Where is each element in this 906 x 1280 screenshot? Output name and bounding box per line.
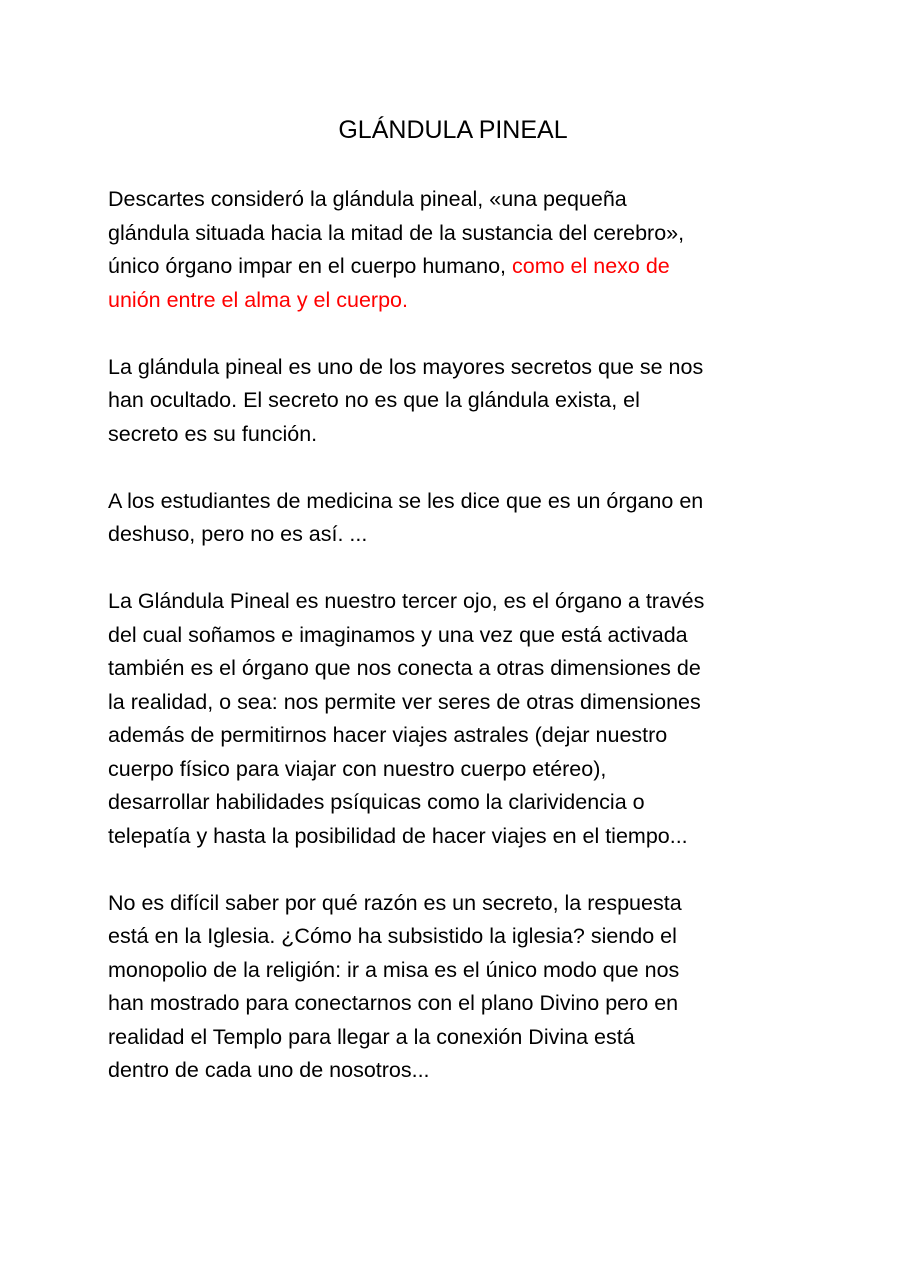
text-line-start: único órgano impar en el cuerpo humano, <box>108 254 512 278</box>
paragraph-1 <box>108 183 808 317</box>
text-line: realidad el Templo para llegar a la conexión Divina está <box>108 1024 635 1049</box>
text-line: cuerpo físico para viajar con nuestro cuerpo etéreo), <box>108 756 607 781</box>
paragraph-3 <box>108 485 808 552</box>
text-line: del cual soñamos e imaginamos y una vez que está activada <box>108 622 688 647</box>
text-line: La glándula pineal es uno de los mayores secretos que se nos <box>108 354 704 379</box>
text-line: glándula situada hacia la mitad de la sustancia del cerebro», <box>108 220 685 245</box>
text-line: han ocultado. El secreto no es que la glándula exista, el <box>108 388 640 412</box>
text-line: Descartes consideró la glándula pineal, «una pequeña <box>108 187 627 211</box>
paragraph-5 <box>108 887 808 1088</box>
highlighted-text-line: unión entre el alma y el cuerpo. <box>108 287 408 312</box>
text-line: A los estudiantes de medicina se les dice que es un órgano en <box>108 488 704 513</box>
paragraph-4 <box>108 585 808 853</box>
paragraph-2 <box>108 351 808 452</box>
text-line: también es el órgano que nos conecta a otras dimensiones de <box>108 656 701 680</box>
text-line: No es difícil saber por qué razón es un secreto, la respuesta <box>108 890 682 915</box>
text-line: La Glándula Pineal es nuestro tercer ojo, es el órgano a través <box>108 589 705 613</box>
document-body <box>108 183 808 1121</box>
text-line: secreto es su función. <box>108 421 318 446</box>
text-line: además de permitirnos hacer viajes astrales (dejar nuestro <box>108 723 668 747</box>
text-line: han mostrado para conectarnos con el plano Divino pero en <box>108 991 679 1015</box>
text-line <box>108 250 808 284</box>
text-line: telepatía y hasta la posibilidad de hacer viajes en el tiempo... <box>108 823 688 848</box>
text-line: deshuso, pero no es así. ... <box>108 522 368 546</box>
highlighted-text: como el nexo de <box>511 254 670 278</box>
text-line: monopolio de la religión: ir a misa es el único modo que nos <box>108 957 680 982</box>
text-line: dentro de cada uno de nosotros... <box>108 1058 430 1082</box>
text-line: está en la Iglesia. ¿Cómo ha subsistido la iglesia? siendo el <box>108 924 677 948</box>
text-line: desarrollar habilidades psíquicas como la clarividencia o <box>108 790 645 814</box>
page-title: GLÁNDULA PINEAL <box>338 116 568 144</box>
text-line: la realidad, o sea: nos permite ver seres de otras dimensiones <box>108 689 701 714</box>
